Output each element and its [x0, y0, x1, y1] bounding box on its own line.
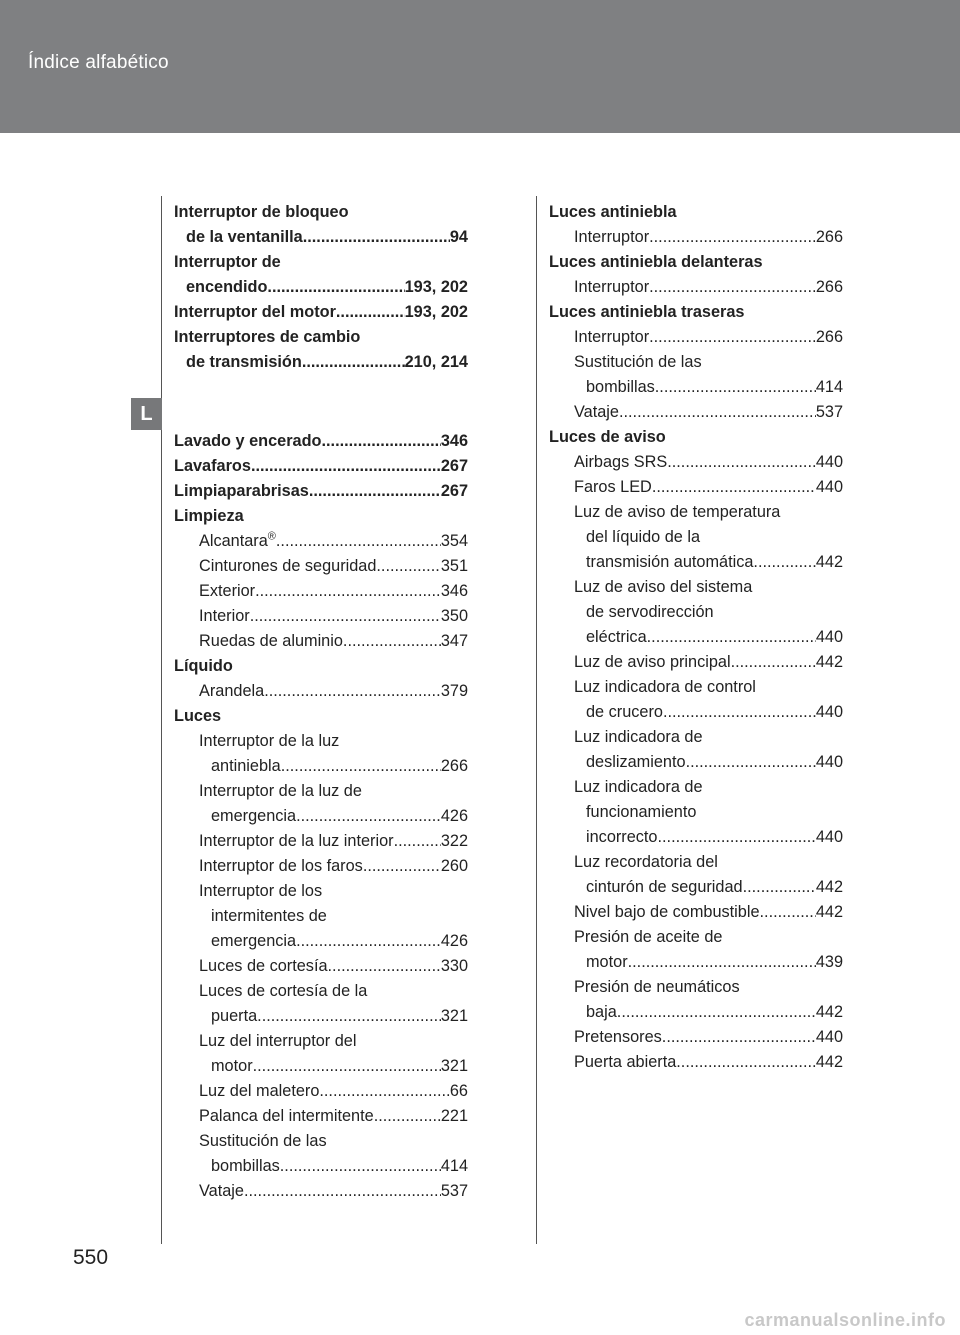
index-entry: [549, 725, 843, 750]
dot-leader: [753, 550, 815, 575]
entry-label: del líquido de la: [586, 528, 701, 546]
entry-label: Luz indicadora de control: [574, 678, 756, 696]
entry-label: Luz del interruptor del: [199, 1032, 357, 1050]
index-entry: [549, 650, 843, 675]
index-entry: [549, 400, 843, 425]
entry-label: Interruptor de los: [199, 882, 323, 900]
entry-label: de crucero: [586, 703, 663, 721]
entry-label: Interruptor: [574, 228, 650, 246]
index-heading: [174, 454, 468, 479]
index-entry: [174, 954, 468, 979]
entry-label: Limpieza: [174, 507, 244, 525]
index-entry: [174, 1054, 468, 1079]
entry-label: Lavafaros: [174, 457, 251, 475]
index-entry: [549, 1050, 843, 1075]
dot-leader: [760, 900, 816, 925]
index-entry: [549, 825, 843, 850]
index-entry: [549, 325, 843, 350]
entry-text: [199, 1179, 244, 1204]
dot-leader: [343, 629, 441, 654]
entry-label: Luces de aviso: [549, 428, 666, 446]
entry-text: [211, 1004, 257, 1029]
entry-label: Presión de neumáticos: [574, 978, 740, 996]
entry-label: Luces antiniebla: [549, 203, 677, 221]
entry-text: [199, 579, 255, 604]
page-reference: 266: [815, 278, 843, 296]
dot-leader: [302, 350, 405, 375]
entry-text: [211, 1154, 280, 1179]
page-reference: 193, 202: [404, 303, 468, 321]
index-entry: [174, 554, 468, 579]
index-entry: [549, 900, 843, 925]
entry-text: [586, 375, 655, 400]
index-column-1: [174, 200, 468, 1204]
index-heading: [174, 325, 468, 350]
dot-leader: [322, 429, 441, 454]
page-reference: 442: [815, 653, 843, 671]
index-entry: [549, 950, 843, 975]
page-reference: 379: [440, 682, 468, 700]
entry-label: motor: [586, 953, 628, 971]
index-entry: [174, 275, 468, 300]
dot-leader: [649, 225, 816, 250]
index-heading: [549, 200, 843, 225]
index-entry: [549, 525, 843, 550]
index-entry: [549, 775, 843, 800]
dot-leader: [257, 1004, 441, 1029]
entry-text: [586, 950, 628, 975]
index-entry: [549, 625, 843, 650]
letter-tab: L: [131, 398, 162, 430]
dot-leader: [617, 1000, 816, 1025]
entry-label: Luz de aviso del sistema: [574, 578, 753, 596]
page-header: [0, 0, 960, 133]
dot-leader: [662, 1025, 816, 1050]
page-reference: 442: [815, 1053, 843, 1071]
entry-text: [586, 625, 647, 650]
entry-label: Limpiaparabrisas: [174, 482, 309, 500]
dot-leader: [731, 650, 816, 675]
page-reference: 221: [440, 1107, 468, 1125]
entry-text: [211, 754, 281, 779]
entry-label: Arandela: [199, 682, 265, 700]
index-heading: [174, 429, 468, 454]
index-entry: [549, 1000, 843, 1025]
page-reference: 260: [440, 857, 468, 875]
dot-leader: [743, 875, 816, 900]
dot-leader: [251, 454, 441, 479]
dot-leader: [663, 700, 816, 725]
dot-leader: [376, 554, 440, 579]
page-reference: 414: [440, 1157, 468, 1175]
entry-label: baja: [586, 1003, 617, 1021]
watermark-text: carmanualsonline.info: [744, 1310, 946, 1330]
entry-text: [586, 875, 743, 900]
dot-leader: [276, 529, 441, 554]
entry-label: transmisión automática: [586, 553, 754, 571]
entry-text: [199, 554, 376, 579]
index-entry: [549, 375, 843, 400]
entry-label: Palanca del intermitente: [199, 1107, 374, 1125]
index-entry: [549, 600, 843, 625]
page-reference: 440: [815, 478, 843, 496]
entry-label: antiniebla: [211, 757, 281, 775]
entry-label: Nivel bajo de combustible: [574, 903, 760, 921]
dot-leader: [281, 754, 441, 779]
dot-leader: [264, 679, 441, 704]
page-reference: 94: [449, 228, 468, 246]
entry-text: [174, 429, 322, 454]
dot-leader: [652, 475, 816, 500]
dot-leader: [336, 300, 405, 325]
page-reference: 442: [815, 553, 843, 571]
page-reference: 442: [815, 878, 843, 896]
index-entry: [174, 679, 468, 704]
column-divider-left: [161, 196, 162, 1244]
entry-label: Interruptor de la luz de: [199, 782, 362, 800]
page-reference: 426: [440, 807, 468, 825]
index-heading: [549, 250, 843, 275]
dot-leader: [658, 825, 816, 850]
section-title: Índice alfabético: [28, 52, 169, 73]
page-number: 550: [73, 1246, 109, 1269]
index-column-2: [549, 200, 843, 1075]
index-heading: [174, 300, 468, 325]
entry-label: Luz del maletero: [199, 1082, 320, 1100]
entry-text: [199, 854, 363, 879]
index-entry: [174, 779, 468, 804]
entry-text: [186, 225, 303, 250]
section-gap: [174, 375, 468, 429]
index-entry: [174, 879, 468, 904]
index-entry: [174, 904, 468, 929]
entry-label: de la ventanilla: [186, 228, 303, 246]
entry-label: Luces de cortesía de la: [199, 982, 368, 1000]
entry-label: Airbags SRS: [574, 453, 668, 471]
index-entry: [174, 979, 468, 1004]
entry-label: Luz recordatoria del: [574, 853, 718, 871]
dot-leader: [280, 1154, 441, 1179]
entry-label: deslizamiento: [586, 753, 686, 771]
entry-label: Interruptor de: [174, 253, 281, 271]
page-reference: 537: [440, 1182, 468, 1200]
entry-label: Exterior: [199, 582, 256, 600]
dot-leader: [296, 804, 441, 829]
dot-leader: [649, 325, 816, 350]
entry-label: de servodirección: [586, 603, 714, 621]
page-reference: 346: [440, 432, 468, 450]
page-reference: 266: [815, 228, 843, 246]
page-reference: 351: [440, 557, 468, 575]
entry-text: [186, 350, 302, 375]
entry-label: Faros LED: [574, 478, 652, 496]
index-entry: [549, 550, 843, 575]
index-heading: [174, 504, 468, 529]
page-reference: 440: [815, 703, 843, 721]
index-entry: [549, 500, 843, 525]
index-heading: [174, 704, 468, 729]
page-reference: 347: [440, 632, 468, 650]
entry-text: [174, 300, 336, 325]
index-heading: [174, 200, 468, 225]
index-heading: [549, 425, 843, 450]
dot-leader: [374, 1104, 441, 1129]
page-reference: 330: [440, 957, 468, 975]
entry-text: [211, 804, 296, 829]
index-entry: [549, 675, 843, 700]
entry-label: Luz indicadora de: [574, 728, 703, 746]
page-reference: 193, 202: [404, 278, 468, 296]
page-reference: 346: [440, 582, 468, 600]
entry-text: [574, 900, 760, 925]
entry-label: bombillas: [211, 1157, 280, 1175]
index-entry: [174, 225, 468, 250]
entry-label: bombillas: [586, 378, 655, 396]
index-heading: [549, 300, 843, 325]
entry-label: Luz de aviso principal: [574, 653, 731, 671]
entry-label: Cinturones de seguridad: [199, 557, 377, 575]
entry-label: Interruptor: [574, 328, 650, 346]
index-entry: [174, 729, 468, 754]
entry-text: [186, 275, 267, 300]
dot-leader: [647, 625, 816, 650]
dot-leader: [319, 1079, 450, 1104]
entry-text: [174, 479, 309, 504]
entry-text: [199, 1104, 374, 1129]
entry-label: incorrecto: [586, 828, 658, 846]
entry-label: Luces: [174, 707, 222, 725]
entry-text: [574, 650, 731, 675]
page-reference: 322: [440, 832, 468, 850]
entry-label: Presión de aceite de: [574, 928, 723, 946]
index-entry: [174, 579, 468, 604]
entry-text: [574, 1025, 662, 1050]
index-entry: [549, 1025, 843, 1050]
entry-label: intermitentes de: [211, 907, 327, 925]
entry-text: [574, 400, 619, 425]
dot-leader: [628, 950, 816, 975]
entry-label: Alcantara: [199, 532, 268, 550]
watermark-bar: [0, 1306, 960, 1335]
entry-label: Interruptor de bloqueo: [174, 203, 349, 221]
dot-leader: [267, 275, 404, 300]
entry-text: [199, 679, 264, 704]
entry-text: [199, 529, 276, 554]
entry-label: puerta: [211, 1007, 258, 1025]
dot-leader: [255, 579, 441, 604]
index-entry: [549, 850, 843, 875]
entry-text: [574, 1050, 676, 1075]
entry-label: Interruptores de cambio: [174, 328, 361, 346]
entry-label: motor: [211, 1057, 253, 1075]
entry-text: [199, 604, 250, 629]
entry-label: Interruptor del motor: [174, 303, 336, 321]
entry-label: emergencia: [211, 807, 297, 825]
dot-leader: [619, 400, 816, 425]
index-entry: [549, 925, 843, 950]
dot-leader: [250, 604, 441, 629]
index-entry: [174, 604, 468, 629]
index-heading: [174, 654, 468, 679]
index-entry: [174, 1004, 468, 1029]
page-reference: 440: [815, 628, 843, 646]
page-reference: 350: [440, 607, 468, 625]
entry-label: Luz indicadora de: [574, 778, 703, 796]
entry-text: [586, 750, 686, 775]
index-entry: [549, 700, 843, 725]
page-reference: 321: [440, 1007, 468, 1025]
index-entry: [174, 754, 468, 779]
entry-text: [586, 550, 753, 575]
page-reference: 426: [440, 932, 468, 950]
entry-label: Luz de aviso de temperatura: [574, 503, 781, 521]
index-entry: [549, 350, 843, 375]
page-reference: 321: [440, 1057, 468, 1075]
page-reference: 440: [815, 828, 843, 846]
entry-label: Vataje: [574, 403, 619, 421]
page-reference: 442: [815, 903, 843, 921]
index-entry: [174, 629, 468, 654]
entry-label: Luces antiniebla delanteras: [549, 253, 763, 271]
page-reference: 66: [449, 1082, 468, 1100]
entry-text: [586, 700, 663, 725]
entry-text: [199, 1079, 319, 1104]
page-reference: 440: [815, 453, 843, 471]
dot-leader: [686, 750, 816, 775]
page-reference: 439: [815, 953, 843, 971]
index-entry: [549, 225, 843, 250]
index-entry: [174, 350, 468, 375]
entry-label: Interruptor de la luz interior: [199, 832, 394, 850]
entry-text: [199, 629, 343, 654]
index-heading: [174, 250, 468, 275]
page-reference: 267: [440, 482, 468, 500]
dot-leader: [655, 375, 816, 400]
entry-label: Pretensores: [574, 1028, 662, 1046]
index-entry: [549, 975, 843, 1000]
entry-label: Líquido: [174, 657, 233, 675]
entry-label: eléctrica: [586, 628, 647, 646]
page-reference: 266: [815, 328, 843, 346]
entry-label: Interruptor de los faros: [199, 857, 363, 875]
dot-leader: [253, 1054, 441, 1079]
entry-label: Luces antiniebla traseras: [549, 303, 745, 321]
entry-text: [586, 825, 658, 850]
entry-text: [574, 450, 667, 475]
page-reference: 267: [440, 457, 468, 475]
entry-label: Interruptor de la luz: [199, 732, 340, 750]
entry-text: [574, 475, 652, 500]
index-entry: [174, 1029, 468, 1054]
registered-mark: ®: [267, 530, 276, 543]
index-entry: [549, 800, 843, 825]
entry-label: de transmisión: [186, 353, 302, 371]
index-entry: [174, 1104, 468, 1129]
page-reference: 414: [815, 378, 843, 396]
entry-text: [199, 829, 394, 854]
index-entry: [174, 529, 468, 554]
index-entry: [549, 475, 843, 500]
entry-label: Sustitución de las: [199, 1132, 327, 1150]
page-reference: 440: [815, 1028, 843, 1046]
entry-label: Vataje: [199, 1182, 244, 1200]
index-entry: [174, 1179, 468, 1204]
page-reference: 442: [815, 1003, 843, 1021]
column-divider-middle: [536, 196, 537, 1244]
dot-leader: [649, 275, 816, 300]
index-entry: [174, 1129, 468, 1154]
entry-label: Ruedas de aluminio: [199, 632, 343, 650]
entry-label: Lavado y encerado: [174, 432, 322, 450]
index-entry: [174, 854, 468, 879]
entry-text: [586, 1000, 617, 1025]
entry-label: funcionamiento: [586, 803, 697, 821]
page-reference: 210, 214: [404, 353, 468, 371]
index-entry: [549, 875, 843, 900]
entry-label: Puerta abierta: [574, 1053, 677, 1071]
entry-text: [211, 1054, 253, 1079]
index-entry: [174, 829, 468, 854]
entry-text: [574, 275, 649, 300]
dot-leader: [394, 829, 441, 854]
dot-leader: [244, 1179, 441, 1204]
entry-text: [174, 454, 251, 479]
index-entry: [549, 450, 843, 475]
entry-label: cinturón de seguridad: [586, 878, 743, 896]
entry-label: Interruptor: [574, 278, 650, 296]
page-reference: 266: [440, 757, 468, 775]
index-entry: [549, 750, 843, 775]
page-reference: 354: [440, 532, 468, 550]
dot-leader: [328, 954, 441, 979]
index-entry: [174, 1154, 468, 1179]
entry-label: emergencia: [211, 932, 297, 950]
dot-leader: [303, 225, 450, 250]
entry-text: [574, 225, 649, 250]
dot-leader: [676, 1050, 816, 1075]
dot-leader: [667, 450, 816, 475]
entry-text: [199, 954, 328, 979]
dot-leader: [296, 929, 441, 954]
entry-text: [211, 929, 296, 954]
page-reference: 440: [815, 753, 843, 771]
index-entry: [174, 929, 468, 954]
page-reference: 537: [815, 403, 843, 421]
entry-label: Interior: [199, 607, 250, 625]
entry-label: encendido: [186, 278, 268, 296]
entry-label: Luces de cortesía: [199, 957, 328, 975]
index-heading: [174, 479, 468, 504]
index-entry: [174, 804, 468, 829]
index-entry: [549, 575, 843, 600]
dot-leader: [309, 479, 441, 504]
dot-leader: [363, 854, 441, 879]
index-entry: [174, 1079, 468, 1104]
entry-text: [574, 325, 649, 350]
entry-label: Sustitución de las: [574, 353, 702, 371]
index-entry: [549, 275, 843, 300]
